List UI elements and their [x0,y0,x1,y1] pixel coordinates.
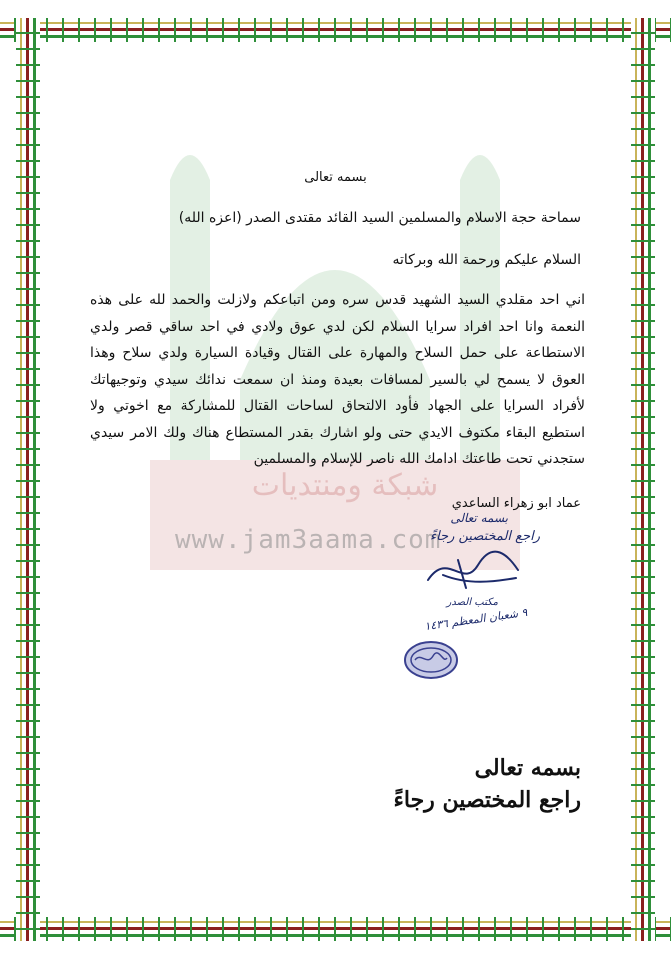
handwritten-office: مكتب الصدر [446,597,498,608]
decorative-border-top [0,18,671,42]
handwritten-instruction: راجع المختصين رجاءً [430,529,540,544]
watermark-name: شبكة ومنتديات [251,468,439,503]
letter-signer: عماد ابو زهراء الساعدي [451,496,581,511]
decorative-border-left [16,18,40,941]
letter-body: اني احد مقلدي السيد الشهيد قدس سره ومن اتباعكم ولازلت والحمد لله على هذه النعمة وانا احد افراد سرايا السلام لكن لدي عوق ولادي في احد ساقي قصر ولدي الاستطاعة على حمل السلاح والمهارة على القتال وقيادة السيارة ولدي سلاح وهذا العوق لا يسمح لي بالسير لمسافات بعيدة ومنذ ان سمعت ندائك سيدي وتوجيهاتك لأفراد السرايا على الجهاد فأود الالتحاق لساحات القتال للمشاركة مع اخوتي ولا استطيع البقاء مكتوف الايدي حتى ولو اشارك بقدر المستطاع هناك ولك الامر سيدي ستجدني تحت طاعتك ادامك الله ناصر للإسلام والمسلمين [90,292,585,467]
signature-icon [418,540,528,595]
typed-reply-instruction: راجع المختصين رجاءً [393,787,581,813]
letter-basmala: بسمه تعالى [304,170,367,185]
decorative-border-right [631,18,655,941]
letter-addressee: سماحة حجة الاسلام والمسلمين السيد القائد مقتدى الصدر (اعزه الله) [178,210,581,226]
letter-greeting: السلام عليكم ورحمة الله وبركاته [392,252,581,268]
office-seal-icon [403,640,459,680]
handwritten-date: ٩ شعبان المعظم ١٤٣٦ [423,605,529,634]
watermark-url: www.jam3aama.com [175,525,442,555]
typed-reply-basmala: بسمه تعالى [474,755,581,781]
handwritten-basmala: بسمه تعالى [450,511,508,525]
decorative-border-bottom [0,917,671,941]
